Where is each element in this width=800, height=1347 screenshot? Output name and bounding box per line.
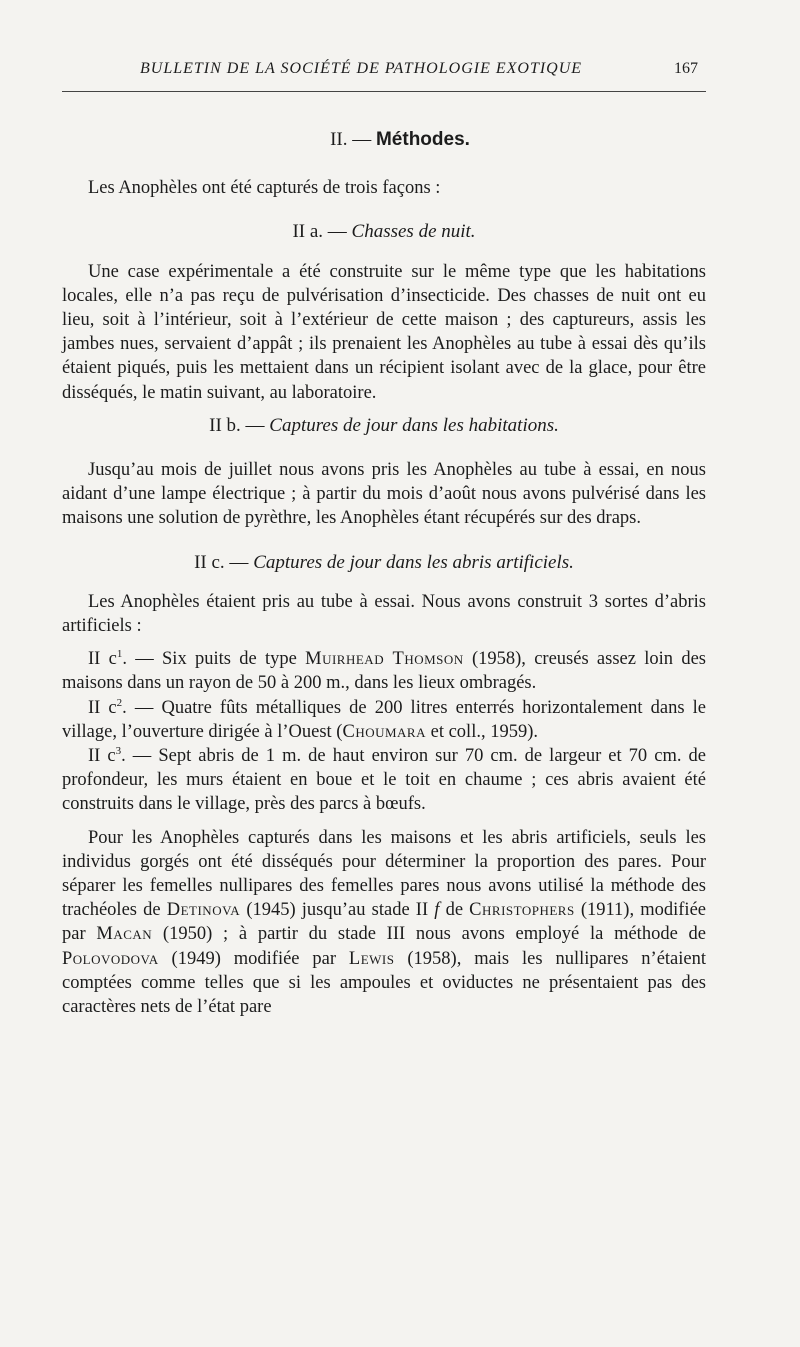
- subsection-title: Chasses de nuit.: [351, 221, 476, 243]
- paragraph-night-catches: Une case expérimentale a été construite sur le même type que les habitations locales, elle n’a pas reçu de pulvérisation d’insecticide. Des chasses de nuit ont eu lieu, soit à l’intérieur, soit à l’extérieur de cette maison ; des captureurs, assis les jambes nues, servaient d’appât ; ils prenaient les Anophèles au tube à essai dès qu’ils étaient piqués, puis les mettaient dans un récipient isolant avec de la glace, pour être disséqués, le matin suivant, au laboratoire.: [62, 261, 706, 403]
- running-head: [62, 60, 706, 86]
- section-heading: [62, 128, 706, 152]
- author-name: Polovodova: [62, 948, 159, 969]
- page-number: 167: [674, 60, 698, 77]
- subsection-title: Captures de jour dans les habitations.: [269, 414, 559, 436]
- subsection-heading-c: [62, 551, 706, 575]
- subsection-label: II c. —: [194, 551, 249, 573]
- paragraph-shelter-c3: II $c^3$. — Sept abris de 1 m. de haut environ sur 70 cm. de largeur et 70 cm. de profondeur, les murs étaient en boue et le toit en chaume ; ces abris avaient été construits dans le village, près des parcs à bœufs.: [62, 744, 706, 815]
- subsection-heading-b: [62, 414, 706, 438]
- author-name: Macan: [96, 924, 153, 945]
- header-rule: [62, 91, 706, 92]
- author-name: Choumara: [342, 721, 426, 742]
- section-title: Méthodes.: [375, 129, 470, 150]
- paragraph-shelter-c2: II $c^2$. — Quatre fûts métalliques de 200 litres enterrés horizontalement dans le village, l’ouverture dirigée à l’Ouest (Choumara et coll., 1959).: [62, 696, 706, 742]
- author-name: Detinova: [166, 900, 241, 921]
- paragraph-shelter-c1: II $c^1$. — Six puits de type Muirhead Thomson (1958), creusés assez loin des maisons dans un rayon de 50 à 200 m., dans les lieux ombragés.: [62, 648, 706, 694]
- subsection-heading-a: [62, 220, 706, 244]
- subsection-label: II a. —: [292, 221, 347, 243]
- paragraph-artificial-shelters: Les Anophèles étaient pris au tube à essai. Nous avons construit 3 sortes d’abris artificiels :: [62, 591, 706, 637]
- paragraph-dissection-method: Pour les Anophèles capturés dans les maisons et les abris artificiels, seuls les individus gorgés ont été disséqués pour déterminer la proportion des pares. Pour séparer les femelles nullipares des femelles pares nous avons utilisé la méthode des trachéoles de Detinova (1945) jusqu’au stade II f de Christophers (1911), modifiée par Macan (1950) ; à partir du stade III nous avons employé la méthode de Polovodova (1949) modifiée par Lewis (1958), mais les nullipares n’étaient comptées comme telles que si les ampoules et oviductes ne présentaient pas des caractères nets de l’état pare: [62, 827, 706, 1018]
- paragraph-day-catches-houses: Jusqu’au mois de juillet nous avons pris les Anophèles au tube à essai, en nous aidant d’une lampe électrique ; à partir du mois d’août nous avons pulvérisé dans les maisons une solution de pyrèthre, les Anophèles étant récupérés sur des draps.: [62, 460, 706, 529]
- subsection-label: II b. —: [209, 414, 265, 436]
- author-name: Lewis: [348, 948, 395, 969]
- running-title: BULLETIN DE LA SOCIÉTÉ DE PATHOLOGIE EXOTIQUE: [140, 60, 583, 77]
- subsection-title: Captures de jour dans les abris artificiels.: [253, 551, 574, 573]
- intro-paragraph: Les Anophèles ont été capturés de trois façons :: [88, 178, 441, 199]
- author-name: Christophers: [469, 900, 575, 921]
- body-text: [62, 128, 706, 1019]
- author-name: Muirhead Thomson: [305, 649, 464, 670]
- section-number: II. —: [330, 129, 372, 150]
